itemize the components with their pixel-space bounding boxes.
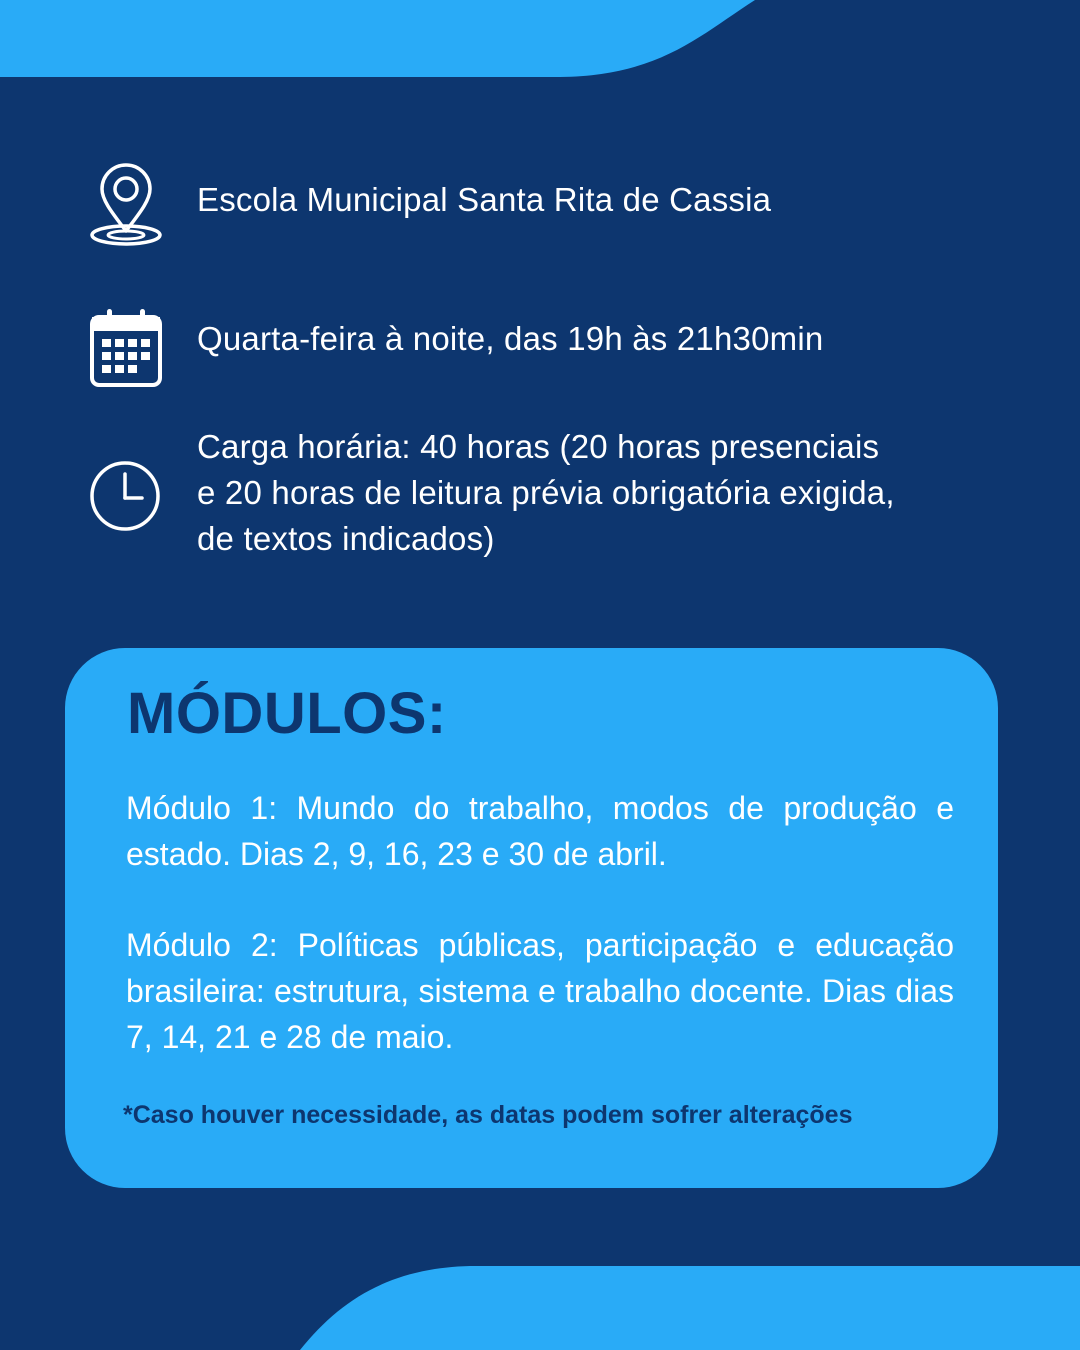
dates-disclaimer: *Caso houver necessidade, as datas podem sofrer alterações bbox=[123, 1101, 853, 1129]
modules-card bbox=[65, 648, 998, 1188]
bottom-decorative-shape bbox=[0, 1260, 1080, 1350]
modules-title: MÓDULOS: bbox=[127, 681, 447, 746]
schedule-text: Quarta-feira à noite, das 19h às 21h30min bbox=[197, 320, 824, 357]
calendar-icon bbox=[88, 307, 164, 389]
clock-icon bbox=[88, 459, 162, 533]
top-decorative-shape bbox=[0, 0, 760, 80]
module-1-text: Módulo 1: Mundo do trabalho, modos de produção e estado. Dias 2, 9, 16, 23 e 30 de abril. bbox=[126, 790, 954, 872]
location-text: Escola Municipal Santa Rita de Cassia bbox=[197, 181, 772, 218]
map-pin-icon bbox=[88, 163, 164, 247]
module-2-text: Módulo 2: Políticas públicas, participação e educação brasileira: estrutura, sistema e trabalho docente. Dias dias 7, 14, 21 e 28 de maio. bbox=[126, 927, 954, 1055]
location-row bbox=[0, 160, 1080, 250]
schedule-row bbox=[0, 305, 1080, 395]
workload-text: Carga horária: 40 horas (20 horas presenciais e 20 horas de leitura prévia obrigatória exigida, de textos indicados) bbox=[197, 428, 895, 557]
workload-row bbox=[0, 424, 1080, 564]
